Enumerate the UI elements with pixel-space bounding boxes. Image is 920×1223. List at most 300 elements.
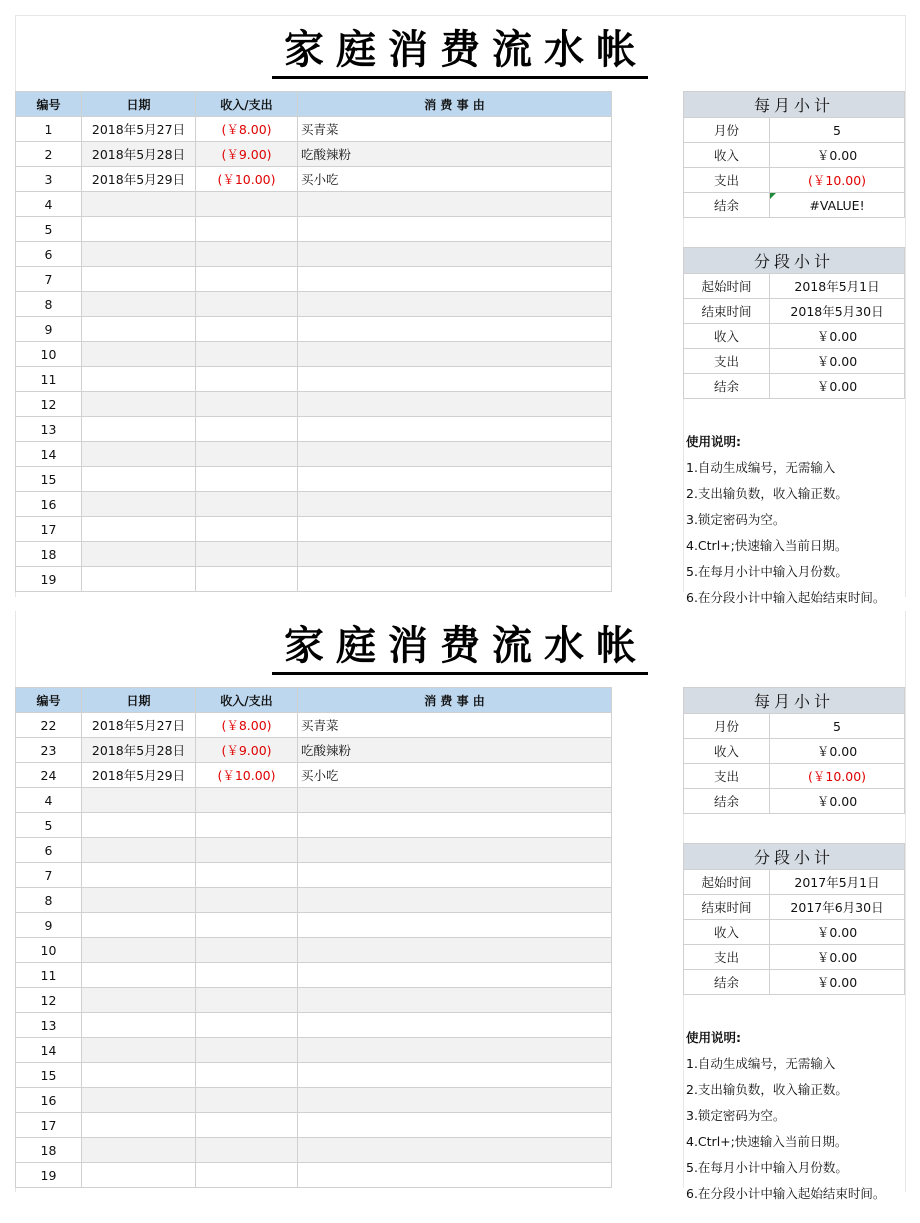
date-cell[interactable] [82, 242, 196, 267]
description-cell[interactable] [298, 863, 612, 888]
date-cell[interactable]: 2018年5月27日 [82, 117, 196, 142]
sheet-title: 家庭消费流水帐 [272, 620, 648, 675]
spacer-cell [612, 763, 684, 788]
amount-cell[interactable] [196, 988, 298, 1013]
row-number-cell[interactable]: 14 [16, 1038, 82, 1063]
table-row [16, 492, 684, 517]
spacer-cell [612, 342, 684, 367]
usage-note[interactable]: 2.支出输负数，收入输正数。 [686, 486, 848, 501]
usage-note[interactable]: 5.在每月小计中输入月份数。 [686, 1160, 848, 1175]
description-cell[interactable] [298, 913, 612, 938]
spacer-cell [612, 167, 684, 192]
date-cell[interactable] [82, 517, 196, 542]
row-number-cell[interactable]: 11 [16, 963, 82, 988]
table-row [16, 1138, 684, 1163]
row-number-cell[interactable]: 2 [16, 142, 82, 167]
description-cell[interactable] [298, 1163, 612, 1188]
row-number-cell[interactable]: 19 [16, 567, 82, 592]
spacer-cell [612, 417, 684, 442]
amount-cell[interactable] [196, 813, 298, 838]
row-number-cell[interactable]: 16 [16, 492, 82, 517]
description-cell[interactable] [298, 417, 612, 442]
row-number-cell[interactable]: 24 [16, 763, 82, 788]
table-row [16, 838, 684, 863]
row-number-cell[interactable]: 19 [16, 1163, 82, 1188]
date-cell[interactable] [82, 863, 196, 888]
start-date-cell[interactable]: 2018年5月1日 [770, 274, 905, 299]
date-cell[interactable]: 2018年5月27日 [82, 713, 196, 738]
ledger-sheet [0, 0, 920, 605]
row-number-cell[interactable]: 9 [16, 317, 82, 342]
date-cell[interactable] [82, 292, 196, 317]
monthly-income-value[interactable]: ￥0.00 [770, 143, 905, 168]
date-cell[interactable] [82, 467, 196, 492]
row-number-cell[interactable]: 6 [16, 242, 82, 267]
row-number-cell[interactable]: 3 [16, 167, 82, 192]
start-date-label[interactable]: 起始时间 [684, 870, 770, 895]
usage-note[interactable]: 2.支出输负数，收入输正数。 [686, 1082, 848, 1097]
spacer-cell [612, 913, 684, 938]
period-balance-label[interactable]: 结余 [684, 970, 770, 995]
table-row [16, 517, 684, 542]
spacer-cell [612, 1038, 684, 1063]
monthly-balance-value[interactable]: #VALUE! [770, 193, 905, 218]
table-row [16, 342, 684, 367]
table-row [16, 467, 684, 492]
spacer-cell [612, 567, 684, 592]
row-number-cell[interactable]: 1 [16, 117, 82, 142]
description-cell[interactable] [298, 317, 612, 342]
usage-note[interactable]: 3.锁定密码为空。 [686, 1108, 786, 1123]
header-date[interactable]: 日期 [82, 688, 196, 713]
month-label[interactable]: 月份 [684, 118, 770, 143]
table-row [16, 567, 684, 592]
table-row [16, 738, 684, 763]
date-cell[interactable] [82, 317, 196, 342]
row-number-cell[interactable]: 17 [16, 517, 82, 542]
monthly-expense-label[interactable]: 支出 [684, 168, 770, 193]
amount-cell[interactable] [196, 1088, 298, 1113]
end-date-cell[interactable]: 2017年6月30日 [770, 895, 905, 920]
monthly-balance-value[interactable]: ￥0.00 [770, 789, 905, 814]
amount-cell[interactable] [196, 367, 298, 392]
amount-cell[interactable] [196, 242, 298, 267]
description-cell[interactable] [298, 1063, 612, 1088]
table-row [16, 267, 684, 292]
description-cell[interactable] [298, 367, 612, 392]
row-number-cell[interactable]: 8 [16, 292, 82, 317]
monthly-balance-label[interactable]: 结余 [684, 789, 770, 814]
spacer-cell [612, 863, 684, 888]
description-cell[interactable] [298, 963, 612, 988]
header-no[interactable]: 编号 [16, 92, 82, 117]
date-cell[interactable] [82, 567, 196, 592]
spacer-cell [612, 317, 684, 342]
usage-note[interactable]: 6.在分段小计中输入起始结束时间。 [686, 1186, 886, 1201]
amount-cell[interactable] [196, 938, 298, 963]
table-row [16, 292, 684, 317]
spacer-cell [612, 217, 684, 242]
description-cell[interactable] [298, 492, 612, 517]
spacer-cell [612, 738, 684, 763]
date-cell[interactable] [82, 417, 196, 442]
table-row [16, 963, 684, 988]
row-number-cell[interactable]: 16 [16, 1088, 82, 1113]
description-cell[interactable] [298, 838, 612, 863]
date-cell[interactable]: 2018年5月28日 [82, 738, 196, 763]
row-number-cell[interactable]: 15 [16, 1063, 82, 1088]
date-cell[interactable] [82, 192, 196, 217]
date-cell[interactable] [82, 492, 196, 517]
date-cell[interactable] [82, 988, 196, 1013]
spacer-cell [612, 988, 684, 1013]
amount-cell[interactable] [196, 863, 298, 888]
table-row [16, 1013, 684, 1038]
period-summary-title[interactable]: 分段小计 [684, 248, 905, 274]
monthly-expense-value[interactable]: (￥10.00) [770, 764, 905, 789]
header-amount[interactable]: 收入/支出 [196, 688, 298, 713]
end-date-label[interactable]: 结束时间 [684, 299, 770, 324]
date-cell[interactable] [82, 888, 196, 913]
month-value-cell[interactable]: 5 [770, 118, 905, 143]
row-number-cell[interactable]: 4 [16, 788, 82, 813]
spacer-cell [612, 1138, 684, 1163]
description-cell[interactable] [298, 242, 612, 267]
monthly-income-label[interactable]: 收入 [684, 143, 770, 168]
header-date[interactable]: 日期 [82, 92, 196, 117]
row-number-cell[interactable]: 5 [16, 217, 82, 242]
date-cell[interactable] [82, 788, 196, 813]
amount-cell[interactable] [196, 342, 298, 367]
monthly-income-label[interactable]: 收入 [684, 739, 770, 764]
table-row [16, 788, 684, 813]
table-row [16, 713, 684, 738]
monthly-summary [683, 91, 905, 218]
end-date-cell[interactable]: 2018年5月30日 [770, 299, 905, 324]
row-number-cell[interactable]: 12 [16, 988, 82, 1013]
ledger-table [15, 687, 684, 1188]
amount-cell[interactable] [196, 888, 298, 913]
spacer-cell [612, 442, 684, 467]
usage-note[interactable]: 4.Ctrl+;快速输入当前日期。 [686, 1134, 848, 1149]
row-number-cell[interactable]: 14 [16, 442, 82, 467]
description-cell[interactable] [298, 788, 612, 813]
amount-cell[interactable] [196, 267, 298, 292]
row-number-cell[interactable]: 4 [16, 192, 82, 217]
description-cell[interactable]: 买小吃 [298, 763, 612, 788]
period-expense-label[interactable]: 支出 [684, 945, 770, 970]
usage-note[interactable]: 1.自动生成编号，无需输入 [686, 460, 836, 475]
period-income-label[interactable]: 收入 [684, 324, 770, 349]
amount-cell[interactable] [196, 963, 298, 988]
ledger-table [15, 91, 684, 592]
table-row [16, 417, 684, 442]
description-cell[interactable] [298, 988, 612, 1013]
description-cell[interactable]: 买青菜 [298, 117, 612, 142]
amount-cell[interactable]: (￥8.00) [196, 713, 298, 738]
amount-cell[interactable] [196, 492, 298, 517]
description-cell[interactable] [298, 888, 612, 913]
date-cell[interactable] [82, 542, 196, 567]
row-number-cell[interactable]: 5 [16, 813, 82, 838]
amount-cell[interactable] [196, 913, 298, 938]
date-cell[interactable] [82, 1163, 196, 1188]
spacer-cell [612, 142, 684, 167]
date-cell[interactable] [82, 267, 196, 292]
description-cell[interactable] [298, 1113, 612, 1138]
ledger-sheet [0, 596, 920, 1201]
amount-cell[interactable] [196, 1163, 298, 1188]
table-row [16, 988, 684, 1013]
description-cell[interactable] [298, 292, 612, 317]
spacer-cell [612, 392, 684, 417]
row-number-cell[interactable]: 6 [16, 838, 82, 863]
table-row [16, 1113, 684, 1138]
spacer-cell [612, 517, 684, 542]
amount-cell[interactable] [196, 192, 298, 217]
date-cell[interactable] [82, 913, 196, 938]
description-cell[interactable] [298, 1138, 612, 1163]
table-row [16, 367, 684, 392]
row-number-cell[interactable]: 12 [16, 392, 82, 417]
description-cell[interactable] [298, 217, 612, 242]
row-number-cell[interactable]: 7 [16, 863, 82, 888]
spacer-cell [612, 367, 684, 392]
period-expense-value[interactable]: ￥0.00 [770, 349, 905, 374]
date-cell[interactable] [82, 963, 196, 988]
description-cell[interactable] [298, 813, 612, 838]
amount-cell[interactable] [196, 1113, 298, 1138]
ledger-header-row [16, 92, 684, 117]
table-row [16, 192, 684, 217]
date-cell[interactable]: 2018年5月29日 [82, 763, 196, 788]
spacer-cell [612, 492, 684, 517]
description-cell[interactable] [298, 938, 612, 963]
row-number-cell[interactable]: 22 [16, 713, 82, 738]
row-number-cell[interactable]: 23 [16, 738, 82, 763]
table-row [16, 392, 684, 417]
spacer-cell [612, 888, 684, 913]
description-cell[interactable] [298, 542, 612, 567]
period-summary-title[interactable]: 分段小计 [684, 844, 905, 870]
monthly-income-value[interactable]: ￥0.00 [770, 739, 905, 764]
description-cell[interactable]: 吃酸辣粉 [298, 142, 612, 167]
spacer-cell [612, 1163, 684, 1188]
sheet-title: 家庭消费流水帐 [272, 24, 648, 79]
date-cell[interactable] [82, 1063, 196, 1088]
date-cell[interactable] [82, 1038, 196, 1063]
date-cell[interactable]: 2018年5月29日 [82, 167, 196, 192]
row-number-cell[interactable]: 10 [16, 342, 82, 367]
table-row [16, 167, 684, 192]
amount-cell[interactable] [196, 417, 298, 442]
amount-cell[interactable] [196, 788, 298, 813]
spacer-cell [612, 713, 684, 738]
table-row [16, 888, 684, 913]
date-cell[interactable] [82, 217, 196, 242]
amount-cell[interactable] [196, 292, 298, 317]
table-row [16, 142, 684, 167]
description-cell[interactable] [298, 1088, 612, 1113]
table-row [16, 913, 684, 938]
sheet-title-cell[interactable] [0, 620, 920, 680]
date-cell[interactable] [82, 1088, 196, 1113]
period-summary [683, 843, 905, 995]
row-number-cell[interactable]: 8 [16, 888, 82, 913]
spacer-cell [612, 467, 684, 492]
amount-cell[interactable] [196, 1138, 298, 1163]
description-cell[interactable] [298, 567, 612, 592]
amount-cell[interactable] [196, 217, 298, 242]
date-cell[interactable] [82, 367, 196, 392]
spacer-cell [612, 963, 684, 988]
table-row [16, 542, 684, 567]
period-balance-value[interactable]: ￥0.00 [770, 970, 905, 995]
period-income-label[interactable]: 收入 [684, 920, 770, 945]
date-cell[interactable] [82, 938, 196, 963]
month-value-cell[interactable]: 5 [770, 714, 905, 739]
description-cell[interactable] [298, 517, 612, 542]
spacer-cell [612, 788, 684, 813]
start-date-cell[interactable]: 2017年5月1日 [770, 870, 905, 895]
header-no[interactable]: 编号 [16, 688, 82, 713]
amount-cell[interactable] [196, 392, 298, 417]
usage-note[interactable]: 4.Ctrl+;快速输入当前日期。 [686, 538, 848, 553]
spacer-cell [612, 1013, 684, 1038]
amount-cell[interactable] [196, 1038, 298, 1063]
spacer-cell [612, 292, 684, 317]
monthly-expense-value[interactable]: (￥10.00) [770, 168, 905, 193]
date-cell[interactable] [82, 838, 196, 863]
spacer-cell [612, 242, 684, 267]
period-income-value[interactable]: ￥0.00 [770, 920, 905, 945]
amount-cell[interactable] [196, 317, 298, 342]
amount-cell[interactable]: (￥10.00) [196, 167, 298, 192]
amount-cell[interactable] [196, 517, 298, 542]
date-cell[interactable] [82, 392, 196, 417]
usage-notes-heading[interactable]: 使用说明: [686, 1030, 741, 1045]
ledger-header-row [16, 688, 684, 713]
date-cell[interactable] [82, 1138, 196, 1163]
header-amount[interactable]: 收入/支出 [196, 92, 298, 117]
table-row [16, 217, 684, 242]
description-cell[interactable] [298, 1038, 612, 1063]
table-row [16, 242, 684, 267]
row-number-cell[interactable]: 10 [16, 938, 82, 963]
description-cell[interactable]: 买小吃 [298, 167, 612, 192]
amount-cell[interactable] [196, 838, 298, 863]
amount-cell[interactable]: (￥10.00) [196, 763, 298, 788]
period-summary [683, 247, 905, 399]
description-cell[interactable] [298, 267, 612, 292]
table-row [16, 1063, 684, 1088]
table-row [16, 317, 684, 342]
table-row [16, 938, 684, 963]
row-number-cell[interactable]: 13 [16, 417, 82, 442]
period-income-value[interactable]: ￥0.00 [770, 324, 905, 349]
amount-cell[interactable] [196, 567, 298, 592]
amount-cell[interactable] [196, 467, 298, 492]
monthly-expense-label[interactable]: 支出 [684, 764, 770, 789]
date-cell[interactable] [82, 1113, 196, 1138]
period-expense-label[interactable]: 支出 [684, 349, 770, 374]
spacer-cell [612, 1088, 684, 1113]
description-cell[interactable] [298, 467, 612, 492]
usage-notes-heading[interactable]: 使用说明: [686, 434, 741, 449]
monthly-summary [683, 687, 905, 814]
usage-notes [683, 1025, 904, 1207]
description-cell[interactable] [298, 392, 612, 417]
description-cell[interactable] [298, 342, 612, 367]
amount-cell[interactable]: (￥9.00) [196, 738, 298, 763]
usage-note[interactable]: 5.在每月小计中输入月份数。 [686, 564, 848, 579]
usage-notes [683, 429, 904, 611]
spacer-cell [612, 267, 684, 292]
monthly-summary-title[interactable]: 每月小计 [684, 688, 905, 714]
period-balance-label[interactable]: 结余 [684, 374, 770, 399]
amount-cell[interactable]: (￥9.00) [196, 142, 298, 167]
description-cell[interactable] [298, 192, 612, 217]
table-row [16, 1163, 684, 1188]
date-cell[interactable] [82, 1013, 196, 1038]
amount-cell[interactable] [196, 1063, 298, 1088]
period-expense-value[interactable]: ￥0.00 [770, 945, 905, 970]
table-row [16, 1038, 684, 1063]
spacer-cell [612, 117, 684, 142]
table-row [16, 1088, 684, 1113]
description-cell[interactable] [298, 442, 612, 467]
period-balance-value[interactable]: ￥0.00 [770, 374, 905, 399]
row-number-cell[interactable]: 15 [16, 467, 82, 492]
usage-note[interactable]: 3.锁定密码为空。 [686, 512, 786, 527]
date-cell[interactable] [82, 813, 196, 838]
header-desc[interactable]: 消 费 事 由 [298, 92, 612, 117]
monthly-summary-title[interactable]: 每月小计 [684, 92, 905, 118]
start-date-label[interactable]: 起始时间 [684, 274, 770, 299]
date-cell[interactable] [82, 342, 196, 367]
usage-note[interactable]: 6.在分段小计中输入起始结束时间。 [686, 590, 886, 605]
row-number-cell[interactable]: 9 [16, 913, 82, 938]
monthly-balance-label[interactable]: 结余 [684, 193, 770, 218]
usage-note[interactable]: 1.自动生成编号，无需输入 [686, 1056, 836, 1071]
table-row [16, 813, 684, 838]
row-number-cell[interactable]: 17 [16, 1113, 82, 1138]
spacer-cell [612, 1113, 684, 1138]
spacer-cell [612, 938, 684, 963]
amount-cell[interactable] [196, 1013, 298, 1038]
spacer-cell [612, 838, 684, 863]
description-cell[interactable]: 买青菜 [298, 713, 612, 738]
spacer-cell [612, 813, 684, 838]
row-number-cell[interactable]: 18 [16, 1138, 82, 1163]
amount-cell[interactable] [196, 542, 298, 567]
amount-cell[interactable] [196, 442, 298, 467]
row-number-cell[interactable]: 11 [16, 367, 82, 392]
description-cell[interactable] [298, 1013, 612, 1038]
spacer-cell [612, 92, 684, 117]
header-desc[interactable]: 消 费 事 由 [298, 688, 612, 713]
date-cell[interactable]: 2018年5月28日 [82, 142, 196, 167]
row-number-cell[interactable]: 18 [16, 542, 82, 567]
month-label[interactable]: 月份 [684, 714, 770, 739]
end-date-label[interactable]: 结束时间 [684, 895, 770, 920]
row-number-cell[interactable]: 13 [16, 1013, 82, 1038]
date-cell[interactable] [82, 442, 196, 467]
sheet-title-cell[interactable] [0, 24, 920, 84]
row-number-cell[interactable]: 7 [16, 267, 82, 292]
amount-cell[interactable]: (￥8.00) [196, 117, 298, 142]
description-cell[interactable]: 吃酸辣粉 [298, 738, 612, 763]
